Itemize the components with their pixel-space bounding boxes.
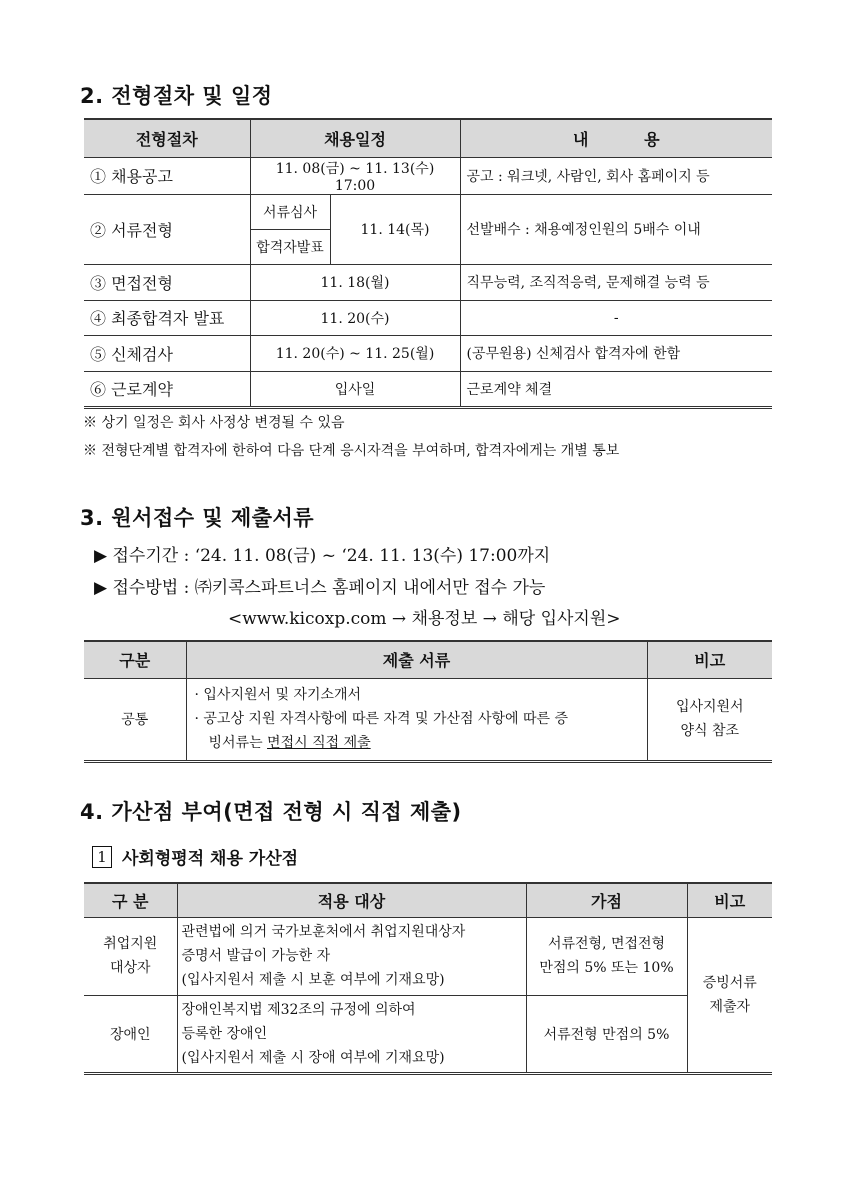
step-cell: ⑤ 신체검사 xyxy=(84,335,250,371)
points-line: 만점의 5% 또는 10% xyxy=(539,960,674,976)
header-remark: 비고 xyxy=(687,883,772,917)
content-cell: 직무능력, 조직적응력, 문제해결 능력 등 xyxy=(460,264,772,300)
submit-directly-note: 면접시 직접 제출 xyxy=(267,735,371,751)
type-cell: 장애인 xyxy=(84,995,177,1073)
target-line: 증명서 발급이 가능한 자 xyxy=(181,948,331,964)
step-cell: ④ 최종합격자 발표 xyxy=(84,300,250,335)
sub-step-cell: 서류심사 xyxy=(250,194,330,229)
documents-cell xyxy=(186,678,647,761)
application-method: ▶ 접수방법 : ㈜키콕스파트너스 홈페이지 내에서만 접수 가능 xyxy=(94,578,546,598)
schedule-note: ※ 상기 일정은 회사 사정상 변경될 수 있음 xyxy=(83,415,345,431)
target-line: (입사지원서 제출 시 보훈 여부에 기재요망) xyxy=(181,972,445,988)
points-cell xyxy=(526,917,687,995)
type-line: 대상자 xyxy=(109,960,151,976)
target-cell xyxy=(177,917,526,995)
bonus-points-table xyxy=(84,882,772,1075)
document-line: 빙서류는 xyxy=(208,735,268,751)
date-cell: 11. 20(수) ~ 11. 25(월) xyxy=(250,335,460,371)
step-cell: ③ 면접전형 xyxy=(84,264,250,300)
schedule-table xyxy=(84,118,772,409)
target-line: 등록한 장애인 xyxy=(181,1025,268,1042)
header-content: 내 용 xyxy=(460,119,772,157)
target-cell xyxy=(177,995,526,1073)
remark-line: 양식 참조 xyxy=(680,723,740,739)
points-cell: 서류전형 만점의 5% xyxy=(526,995,687,1073)
step-cell: ② 서류전형 xyxy=(84,194,250,264)
remark-line: 제출자 xyxy=(709,998,751,1015)
document-line: · 공고상 지원 자격사항에 따른 자격 및 가산점 사항에 따른 증 xyxy=(194,711,569,727)
date-cell: 11. 08(금) ~ 11. 13(수) 17:00 xyxy=(250,157,460,194)
content-cell: - xyxy=(460,300,772,335)
application-period: ▶ 접수기간 : ‘24. 11. 08(금) ~ ‘24. 11. 13(수) 17:00까지 xyxy=(94,546,551,566)
header-target: 적용 대상 xyxy=(177,883,526,917)
content-cell: (공무원용) 신체검사 합격자에 한함 xyxy=(460,335,772,371)
content-cell: 근로계약 체결 xyxy=(460,371,772,407)
date-cell: 입사일 xyxy=(250,371,460,407)
remark-line: 증빙서류 xyxy=(702,974,757,991)
type-cell: 공통 xyxy=(84,678,186,761)
points-line: 서류전형, 면접전형 xyxy=(547,936,666,952)
sub-step-cell: 합격자발표 xyxy=(250,229,330,264)
header-documents: 제출 서류 xyxy=(186,641,647,678)
header-date: 채용일정 xyxy=(250,119,460,157)
content-cell: 선발배수 : 채용예정인원의 5배수 이내 xyxy=(460,194,772,264)
remark-cell xyxy=(687,917,772,1073)
target-line: 관련법에 의거 국가보훈처에서 취업지원대상자 xyxy=(181,924,466,940)
header-step: 전형절차 xyxy=(84,119,250,157)
subsection-title xyxy=(92,844,298,869)
step-cell: ① 채용공고 xyxy=(84,157,250,194)
section-2-title: 2. 전형절차 및 일정 xyxy=(80,84,273,108)
section-4-title: 4. 가산점 부여(면접 전형 시 직접 제출) xyxy=(80,800,462,824)
date-cell: 11. 14(목) xyxy=(330,194,460,264)
section-3-title: 3. 원서접수 및 제출서류 xyxy=(80,506,315,530)
remark-cell xyxy=(647,678,772,761)
header-points: 가점 xyxy=(526,883,687,917)
remark-line: 입사지원서 xyxy=(675,699,744,715)
schedule-note: ※ 전형단계별 합격자에 한하여 다음 단계 응시자격을 부여하며, 합격자에게는 개별 통보 xyxy=(83,443,620,459)
type-line: 취업지원 xyxy=(103,936,158,952)
date-cell: 11. 20(수) xyxy=(250,300,460,335)
subsection-label: 사회형평적 채용 가산점 xyxy=(122,849,299,869)
content-cell: 공고 : 워크넷, 사람인, 회사 홈페이지 등 xyxy=(460,157,772,194)
target-line: (입사지원서 제출 시 장애 여부에 기재요망) xyxy=(181,1049,445,1066)
date-cell: 11. 18(월) xyxy=(250,264,460,300)
step-cell: ⑥ 근로계약 xyxy=(84,371,250,407)
type-cell xyxy=(84,917,177,995)
target-line: 장애인복지법 제32조의 규정에 의하여 xyxy=(181,1001,416,1018)
header-remark: 비고 xyxy=(647,641,772,678)
documents-table xyxy=(84,640,772,763)
header-type: 구분 xyxy=(84,641,186,678)
application-url: <www.kicoxp.com → 채용정보 → 해당 입사지원> xyxy=(228,609,621,629)
header-type: 구 분 xyxy=(84,883,177,917)
document-line: · 입사지원서 및 자기소개서 xyxy=(194,687,362,703)
subsection-number-box: 1 xyxy=(92,846,112,868)
